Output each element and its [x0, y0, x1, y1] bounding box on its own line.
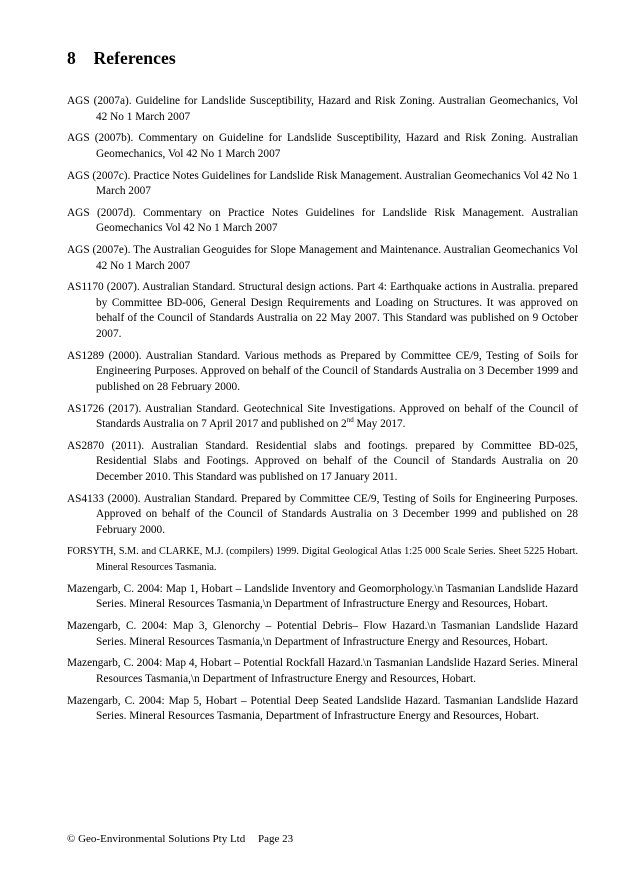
reference-entry	[67, 492, 578, 539]
section-number: 8	[67, 48, 76, 68]
reference-entry	[67, 131, 578, 162]
reference-entry	[67, 243, 578, 274]
reference-entry	[67, 582, 578, 613]
reference-entry	[67, 656, 578, 687]
reference-text: Mazengarb, C. 2004: Map 4, Hobart – Potential Rockfall Hazard.\n Tasmanian Landslide Hazard Series. Mineral Resources Tasmania,\n Department of Infrastructure Energy and Resources, Hobart.	[67, 657, 578, 685]
reference-text: AGS (2007a). Guideline for Landslide Susceptibility, Hazard and Risk Zoning. Australian Geomechanics, Vol 42 No 1 March 2007	[67, 95, 578, 123]
reference-entry	[67, 619, 578, 650]
reference-text: Mazengarb, C. 2004: Map 5, Hobart – Potential Deep Seated Landslide Hazard. Tasmanian Landslide Hazard Series. Mineral Resources Tasmania, Department of Infrastructure Energy and Resources, Hobart.	[67, 694, 578, 723]
reference-entry	[67, 694, 578, 725]
reference-text: AGS (2007d). Commentary on Practice Notes Guidelines for Landslide Risk Management. Australian Geomechanics Vol 42 No 1 March 2007	[67, 206, 578, 235]
reference-text: AGS (2007c). Practice Notes Guidelines for Landslide Risk Management. Australian Geomechanics Vol 42 No 1 March 2007	[67, 169, 578, 198]
reference-superscript: nd	[346, 416, 354, 425]
footer-copyright: © Geo-Environmental Solutions Pty Ltd	[67, 833, 246, 845]
reference-text: AS4133 (2000). Australian Standard. Prepared by Committee CE/9, Testing of Soils for Engineering Purposes. Approved on behalf of the Council of Standards Australia on 3 December 1999 and published on 28 February 2000.	[67, 492, 578, 536]
reference-entry	[67, 402, 578, 433]
reference-list	[67, 94, 578, 731]
reference-entry	[67, 206, 578, 237]
reference-entry	[67, 439, 578, 486]
reference-text: AS1170 (2007). Australian Standard. Structural design actions. Part 4: Earthquake actions in Australia. prepared by Committee BD-006, General Design Requirements and Loading on Structures. It was approved on behalf of the Council of Standards Australia on 22 May 2007. This Standard was published on 9 October 2007.	[67, 281, 578, 340]
reference-text: Mazengarb, C. 2004: Map 1, Hobart – Landslide Inventory and Geomorphology.\n Tasmanian Landslide Hazard Series. Mineral Resources Tasmania,\n Department of Infrastructure Energy and Resources, Hobart.	[67, 582, 578, 611]
reference-text: AS1289 (2000). Australian Standard. Various methods as Prepared by Committee CE/9, Testing of Soils for Engineering Purposes. Approved on behalf of the Council of Standards Australia on 3 December 1999 and published on 28 February 2000.	[67, 349, 578, 393]
reference-text: Mazengarb, C. 2004: Map 3, Glenorchy – Potential Debris– Flow Hazard.\n Tasmanian Landslide Hazard Series. Mineral Resources Tasmania,\n Department of Infrastructure Energy and Resources, Hobart.	[67, 620, 578, 648]
reference-text: AS1726 (2017). Australian Standard. Geotechnical Site Investigations. Approved on behalf of the Council of Standards Australia on 7 April 2017 and published on 2	[67, 402, 578, 431]
reference-text: AGS (2007e). The Australian Geoguides for Slope Management and Maintenance. Australian Geomechanics Vol 42 No 1 March 2007	[67, 244, 578, 272]
reference-text: AS2870 (2011). Australian Standard. Residential slabs and footings. prepared by Committee BD-025, Residential Slabs and Footings. Approved on behalf of the Council of Standards Australia on 20 December 2010. This Standard was published on 17 January 2011.	[67, 439, 578, 483]
reference-entry	[67, 544, 578, 575]
reference-text-continued: May 2017.	[353, 418, 406, 431]
section-heading	[67, 48, 176, 69]
reference-text: AGS (2007b). Commentary on Guideline for Landslide Susceptibility, Hazard and Risk Zoning. Australian Geomechanics, Vol 42 No 1 March 2007	[67, 132, 578, 160]
reference-entry	[67, 349, 578, 396]
reference-entry	[67, 169, 578, 200]
footer-page-number: Page 23	[257, 833, 294, 845]
reference-entry	[67, 280, 578, 342]
page-footer	[67, 833, 293, 845]
reference-entry	[67, 94, 578, 125]
section-title: References	[93, 48, 176, 68]
reference-text: FORSYTH, S.M. and CLARKE, M.J. (compilers) 1999. Digital Geological Atlas 1:25 000 Scale Series. Sheet 5225 Hobart. Mineral Resources Tasmania.	[67, 546, 578, 573]
